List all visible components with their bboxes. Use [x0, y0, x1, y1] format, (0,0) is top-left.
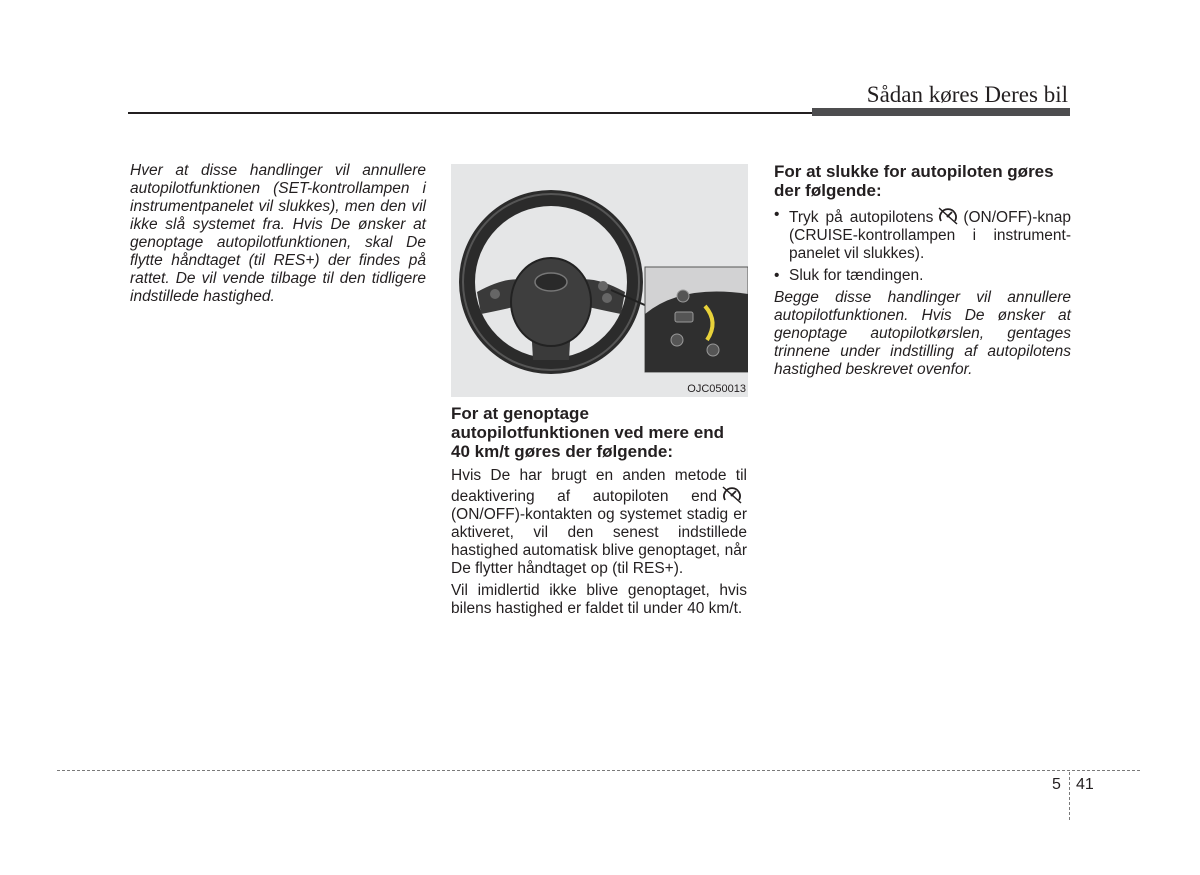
bullet-dot: • — [774, 206, 780, 223]
right-column — [774, 162, 1071, 379]
chapter-number: 5 — [1052, 776, 1061, 793]
middle-paragraph-1 — [451, 467, 747, 578]
cruise-on-off-icon — [937, 206, 959, 226]
left-note: Hver at disse handlinger vil annullere autopilotfunktionen (SET-kontrollampen i instrumentpanelet vil slukkes), men den vil ikke slå systemet fra. Hvis De ønsker at genoptage autopilotfunktionen, skal De flytte håndtaget (til RES+) der findes på rattet. De vil vende tilbage til den tidligere indstillede hastighed. — [130, 162, 426, 305]
page-number: 41 — [1076, 776, 1094, 793]
middle-heading: For at genoptage autopilotfunktionen ved mere end 40 km/t gøres der følgende: — [451, 404, 724, 461]
bullet2-text: Sluk for tændingen. — [789, 267, 924, 284]
middle-para1-text-b: (ON/OFF)-kontakten og systemet stadig er aktiveret, vil den senest indstillede hastighed automatisk blive genoptaget, når De flytter håndtaget op (til RES+). — [451, 506, 747, 577]
bullet-item — [774, 206, 1071, 263]
footer-page-separator — [1069, 772, 1070, 820]
middle-paragraph-2: Vil imidlertid ikke blive genoptaget, hvis bilens hastighed er faldet til under 40 km/t. — [451, 582, 747, 617]
right-note: Begge disse handlinger vil annullere autopilotfunktionen. Hvis De ønsker at genoptage autopilotkørslen, gentages trinnene under indstilling af autopilotens hastighed beskrevet ovenfor. — [774, 289, 1071, 378]
middle-para1-text-a: Hvis De har brugt en anden metode til deaktivering af autopiloten end — [451, 467, 747, 505]
page-header-title: Sådan køres Deres bil — [866, 82, 1068, 107]
middle-column — [451, 404, 747, 622]
bullet1-text-b: (ON/OFF)-knap (CRUISE-kontrollampen i instrument-panelet vil slukkes). — [789, 209, 1071, 262]
header-rule — [128, 112, 814, 114]
footer-divider — [57, 770, 1140, 771]
cruise-on-off-icon — [721, 485, 743, 505]
bullet1-text-a: Tryk på autopilotens — [789, 209, 934, 226]
left-column — [130, 162, 426, 306]
steering-wheel-figure — [451, 164, 748, 397]
right-heading: For at slukke for autopiloten gøres der følgende: — [774, 162, 1054, 200]
figure-code: OJC050013 — [687, 383, 746, 395]
bullet-item — [774, 267, 1071, 285]
header-rule-accent — [812, 108, 1070, 116]
steering-wheel-icon — [451, 164, 748, 397]
bullet-dot: • — [774, 267, 780, 284]
